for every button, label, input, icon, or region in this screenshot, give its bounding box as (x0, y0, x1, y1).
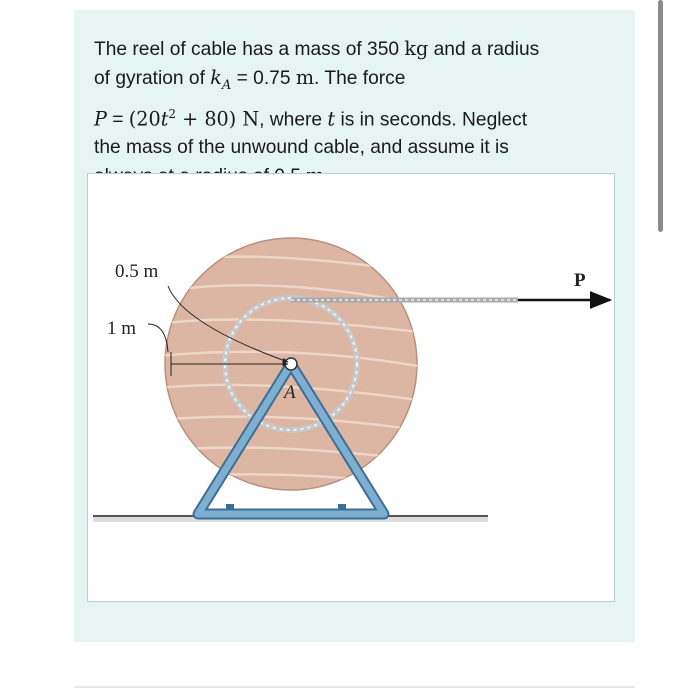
inner-radius-label: 0.5 m (115, 261, 159, 282)
scrollbar[interactable] (658, 0, 663, 232)
outer-radius-label: 1 m (107, 318, 137, 339)
problem-statement (94, 35, 614, 191)
problem-line-4: the mass of the unwound cable, and assume it is (94, 137, 509, 159)
reel-figure (87, 173, 615, 602)
bottom-divider (74, 686, 635, 688)
problem-line-2: of gyration of $k_A = 0.75$ m. The force (94, 66, 406, 93)
reel-diagram (88, 174, 614, 601)
problem-line-3: $P = (20t^2 + 80)$ N, where t is in seconds. Neglect (94, 106, 528, 131)
problem-line-1: The reel of cable has a mass of 350 kg and a radius (94, 37, 540, 60)
outer-radius-leader (148, 324, 168, 352)
point-a-label: A (284, 382, 296, 403)
force-label: P (574, 270, 586, 291)
